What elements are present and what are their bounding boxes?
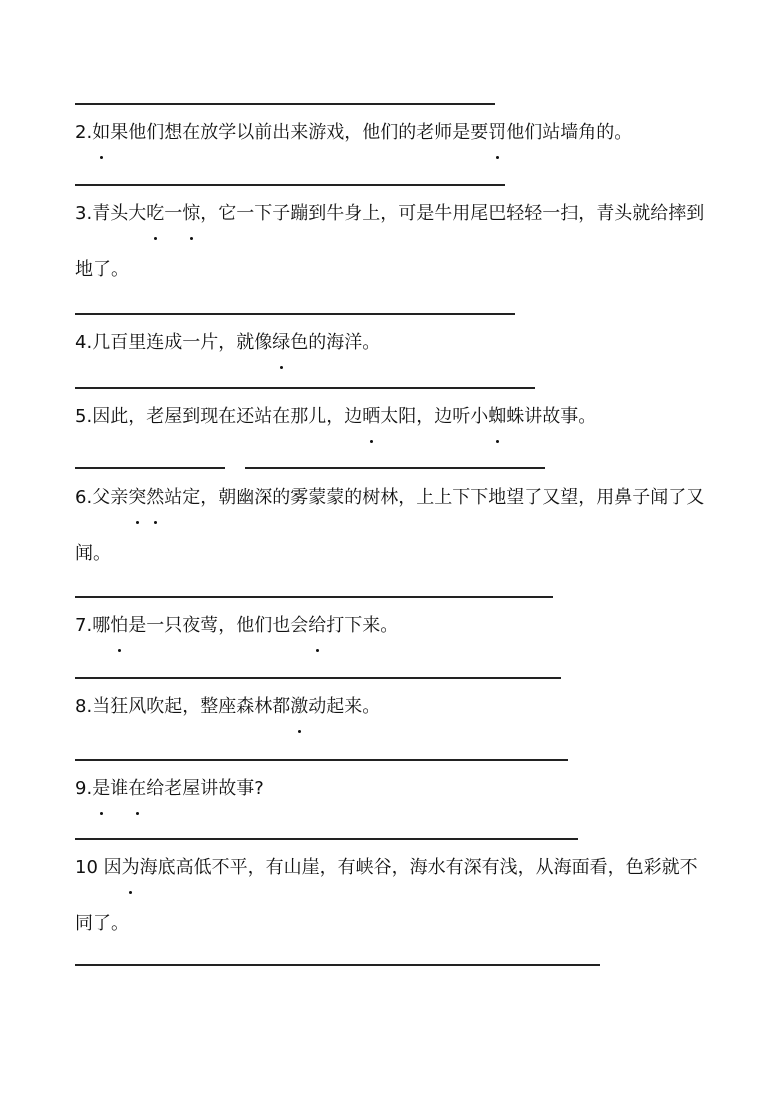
sentence-text: 6.父亲突然站定，朝幽深的雾蒙蒙的树林，上上下下地望了又望，用鼻子闻了又 bbox=[75, 487, 704, 508]
emphasis-char: 晒 bbox=[362, 389, 380, 445]
sentence-text: 5.因此，老屋到现在还站在那儿，边晒太阳，边听小蜘蛛讲故事。 bbox=[75, 406, 596, 427]
sentence-text: 9.是谁在给老屋讲故事? bbox=[75, 778, 264, 799]
emphasis-char: 给 bbox=[308, 598, 326, 654]
sentence-text: 10 因为海底高低不平，有山崖，有峡谷，海水有深有浅，从海面看，色彩就不 bbox=[75, 857, 698, 878]
exercise-item bbox=[75, 761, 264, 817]
emphasis-char: 是 bbox=[92, 761, 110, 817]
exercise-item bbox=[75, 598, 398, 654]
exercise-item bbox=[75, 389, 596, 445]
sentence-continuation: 闻。 bbox=[75, 543, 111, 564]
emphasis-char: 惊 bbox=[182, 186, 200, 242]
emphasis-char: 突 bbox=[128, 470, 146, 526]
emphasis-char: 蜘 bbox=[488, 389, 506, 445]
sentence-text: 7.哪怕是一只夜莺，他们也会给打下来。 bbox=[75, 615, 398, 636]
emphasis-char: 怕 bbox=[110, 598, 128, 654]
emphasis-char: 吃 bbox=[146, 186, 164, 242]
answer-line[interactable] bbox=[75, 964, 600, 966]
sentence-text: 3.青头大吃一惊，它一下子蹦到牛身上，可是牛用尾巴轻轻一扫，青头就给摔到 bbox=[75, 203, 704, 224]
emphasis-char: 然 bbox=[146, 470, 164, 526]
emphasis-char: 在 bbox=[128, 761, 146, 817]
sentence-continuation: 同了。 bbox=[75, 913, 129, 934]
exercise-item bbox=[75, 186, 704, 298]
sentence-continuation: 地了。 bbox=[75, 259, 129, 280]
sentence-text: 2.如果他们想在放学以前出来游戏，他们的老师是要罚他们站墙角的。 bbox=[75, 122, 632, 143]
emphasis-char: 罚 bbox=[488, 105, 506, 161]
emphasis-char: 如 bbox=[92, 105, 110, 161]
answer-line[interactable] bbox=[75, 467, 225, 469]
emphasis-char: 为 bbox=[122, 840, 140, 896]
exercise-item bbox=[75, 679, 380, 735]
answer-line[interactable] bbox=[245, 467, 545, 469]
exercise-item bbox=[75, 315, 380, 371]
sentence-text: 4.几百里连成一片，就像绿色的海洋。 bbox=[75, 332, 380, 353]
sentence-text: 8.当狂风吹起，整座森林都激动起来。 bbox=[75, 696, 380, 717]
exercise-item bbox=[75, 105, 632, 161]
emphasis-char: 绿 bbox=[272, 315, 290, 371]
exercise-item bbox=[75, 470, 704, 582]
emphasis-char: 激 bbox=[290, 679, 308, 735]
exercise-item bbox=[75, 840, 698, 952]
